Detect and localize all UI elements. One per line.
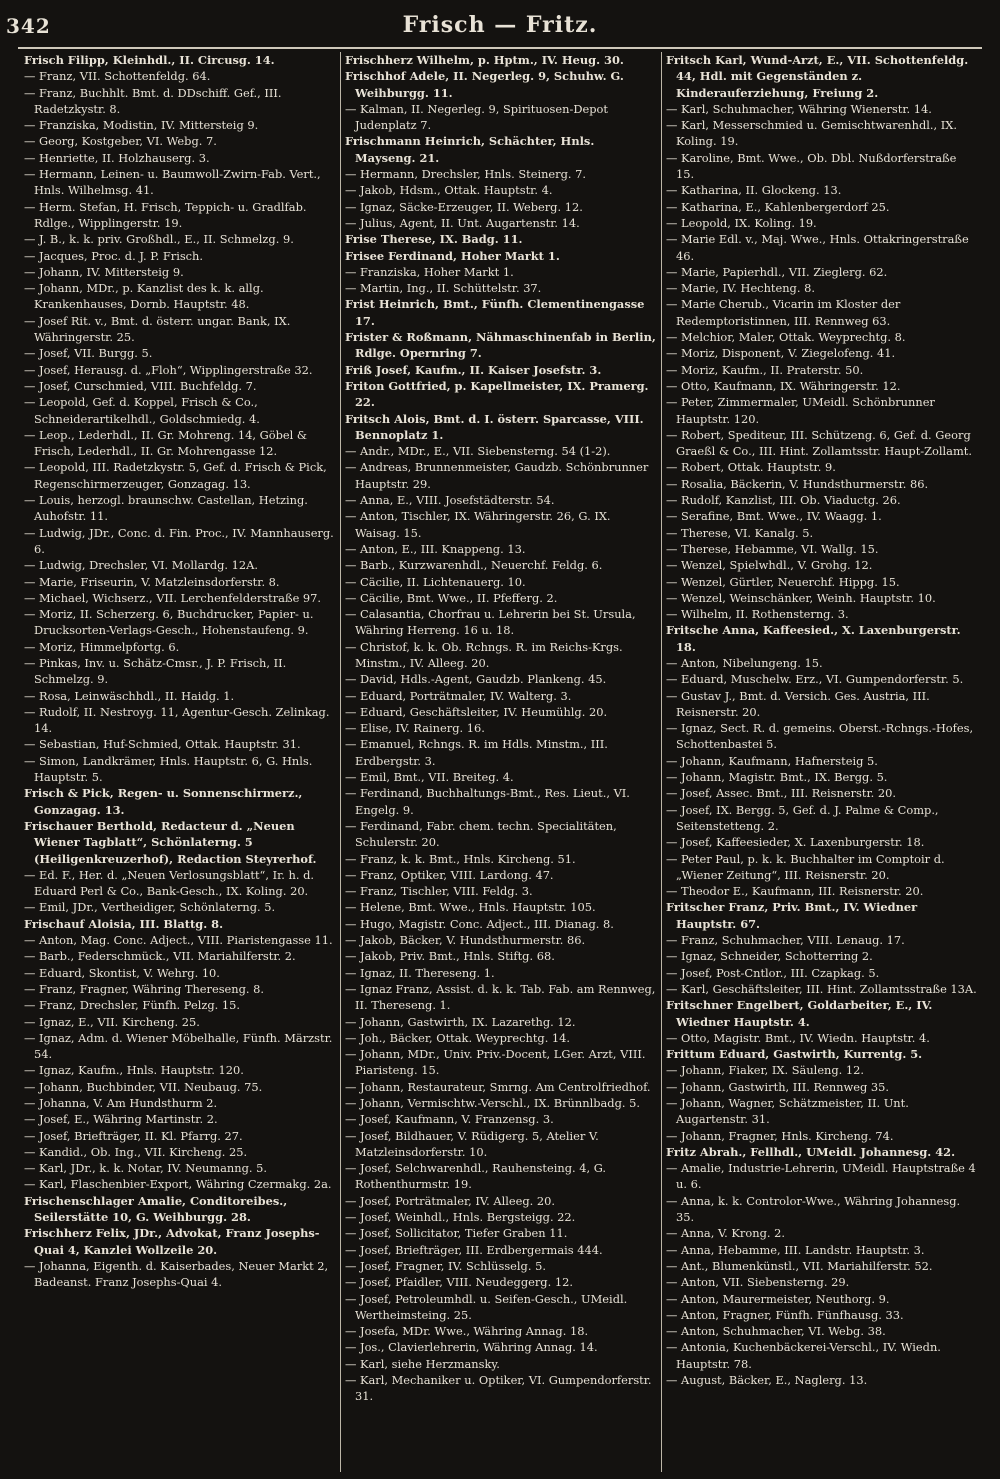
directory-entry: — Hermann, Leinen- u. Baumwoll-Zwirn-Fab. Vert., Hnls. Wilhelmsg. 41. — [24, 167, 321, 198]
directory-entry: — Ferdinand, Fabr. chem. techn. Specialitäten, Schulerstr. 20. — [345, 818, 617, 850]
directory-entry: — Cäcilie, Bmt. Wwe., II. Pfefferg. 2. — [345, 590, 558, 605]
directory-entry: — Rudolf, II. Nestroyg. 11, Agentur-Gesch. Zelinkag. 14. — [24, 704, 330, 736]
column-left — [20, 52, 340, 1472]
column-container — [20, 52, 982, 1472]
running-head: Frisch — Fritz. — [402, 12, 598, 38]
directory-entry: — Johann, IV. Mittersteig 9. — [24, 264, 184, 279]
directory-entry: — Henriette, II. Holzhauserg. 3. — [24, 150, 210, 165]
directory-entry: — Anton, Maurermeister, Neuthorg. 9. — [666, 1291, 890, 1306]
directory-entry: Frischherz Felix, JDr., Advokat, Franz Josephs-Quai 4, Kanzlei Wollzeile 20. — [24, 1226, 320, 1257]
directory-entry: — Jos., Clavierlehrerin, Währing Annag. 14. — [345, 1340, 598, 1355]
directory-entry: — Serafine, Bmt. Wwe., IV. Waagg. 1. — [666, 509, 882, 524]
directory-entry: — Josef, Curschmied, VIII. Buchfeldg. 7. — [24, 378, 257, 393]
directory-entry: — Johann, Fragner, Hnls. Kircheng. 74. — [666, 1128, 894, 1143]
directory-entry: Frischhof Adele, II. Negerleg. 9, Schuhw. G. Weihburgg. 11. — [345, 69, 624, 100]
directory-entry: — Martin, Ing., II. Schüttelstr. 37. — [345, 281, 542, 296]
directory-entry: — Ed. F., Her. d. „Neuen Verlosungsblatt“, Ir. h. d. Eduard Perl & Co., Bank-Gesch., IX. Koling. 20. — [24, 867, 315, 899]
directory-entry: — Therese, Hebamme, VI. Wallg. 15. — [666, 541, 879, 556]
directory-entry: — Leopold, IX. Koling. 19. — [666, 215, 817, 230]
directory-entry: — Michael, Wichserz., VII. Lerchenfelderstraße 97. — [24, 590, 322, 605]
directory-entry: — Karl, Messerschmied u. Gemischtwarenhdl., IX. Koling. 19. — [666, 118, 958, 149]
directory-entry: — Karl, Schuhmacher, Währing Wienerstr. 14. — [666, 101, 932, 116]
directory-entry: — Wenzel, Gürtler, Neuerchf. Hippg. 15. — [666, 574, 900, 589]
directory-entry: — Peter, Zimmermaler, UMeidl. Schönbrunner Hauptstr. 120. — [666, 395, 935, 426]
directory-entry: — August, Bäcker, E., Naglerg. 13. — [666, 1373, 868, 1388]
directory-entry: — Andr., MDr., E., VII. Siebensterng. 54 (1-2). — [345, 444, 611, 459]
directory-entry: — Karl, siehe Herzmansky. — [345, 1356, 500, 1371]
directory-entry: — Karl, Mechaniker u. Optiker, VI. Gumpendorferstr. 31. — [345, 1373, 652, 1404]
directory-entry: — Josef, IX. Bergg. 5, Gef. d. J. Palme & Comp., Seitenstetteng. 2. — [666, 802, 939, 833]
directory-entry: — Marie Cherub., Vicarin im Kloster der Redemptoristinnen, III. Rennweg 63. — [666, 297, 901, 328]
directory-entry: — Jacques, Proc. d. J. P. Frisch. — [24, 248, 204, 263]
directory-entry: — Anton, VII. Siebensterng. 29. — [666, 1275, 850, 1290]
directory-entry: — Johann, MDr., Univ. Priv.-Docent, LGer. Arzt, VIII. Piaristeng. 15. — [345, 1047, 646, 1078]
directory-entry: — Ferdinand, Buchhaltungs-Bmt., Res. Lieut., VI. Engelg. 9. — [345, 786, 630, 817]
directory-entry: Fritscher Franz, Priv. Bmt., IV. Wiedner Hauptstr. 67. — [666, 900, 918, 931]
directory-entry: — Marie, Papierhdl., VII. Zieglerg. 62. — [666, 264, 888, 279]
directory-entry: Frisch & Pick, Regen- u. Sonnenschirmerz., Gonzagag. 13. — [24, 786, 303, 817]
directory-entry: — Josef, Weinhdl., Hnls. Bergsteigg. 22. — [345, 1210, 576, 1225]
column-right — [662, 52, 982, 1472]
directory-entry: Frist Heinrich, Bmt., Fünfh. Clementinengasse 17. — [345, 297, 645, 328]
column-middle — [341, 52, 661, 1472]
directory-entry: — Kandid., Ob. Ing., VII. Kircheng. 25. — [24, 1144, 248, 1159]
directory-entry: — Leopold, III. Radetzkystr. 5, Gef. d. Frisch & Pick, Regenschirmerzeuger, Gonzagag. 13. — [24, 460, 327, 491]
directory-entry: — Josef, Bildhauer, V. Rüdigerg. 5, Atelier V. Matzleinsdorferstr. 10. — [345, 1128, 599, 1159]
directory-entry: — Louis, herzogl. braunschw. Castellan, Hetzing. Auhofstr. 11. — [24, 493, 308, 524]
directory-entry: — Christof, k. k. Ob. Rchngs. R. im Reichs-Krgs. Minstm., IV. Alleeg. 20. — [345, 639, 623, 670]
directory-entry: — Josef, Assec. Bmt., III. Reisnerstr. 20. — [666, 786, 897, 801]
directory-entry: — Josef, Pfaidler, VIII. Neudeggerg. 12. — [345, 1275, 573, 1290]
directory-entry: — Johanna, V. Am Hundsthurm 2. — [24, 1096, 218, 1110]
directory-entry: — Emil, Bmt., VII. Breiteg. 4. — [345, 770, 514, 785]
directory-entry: — Emil, JDr., Vertheidiger, Schönlaterng. 5. — [24, 900, 276, 915]
directory-entry: — Josef, Herausg. d. „Floh“, Wipplingerstraße 32. — [24, 362, 313, 377]
directory-entry: — Josef, Kaffeesieder, X. Laxenburgerstr. 18. — [666, 835, 925, 850]
directory-entry: — Josef, Porträtmaler, IV. Alleeg. 20. — [345, 1193, 555, 1208]
directory-entry: — Eduard, Muschelw. Erz., VI. Gumpendorferstr. 5. — [666, 672, 964, 687]
directory-entry: — Johann, Buchbinder, VII. Neubaug. 75. — [24, 1079, 263, 1094]
directory-entry: Frischauf Aloisia, III. Blattg. 8. — [24, 916, 224, 931]
directory-entry: Frittum Eduard, Gastwirth, Kurrentg. 5. — [666, 1047, 923, 1062]
directory-entry: — Gustav J., Bmt. d. Versich. Ges. Austria, III. Reisnerstr. 20. — [666, 688, 930, 719]
directory-entry: — Ignaz, Kaufm., Hnls. Hauptstr. 120. — [24, 1063, 244, 1078]
directory-entry: — Karoline, Bmt. Wwe., Ob. Dbl. Nußdorferstraße 15. — [666, 150, 957, 182]
directory-entry: — Johann, Gastwirth, IX. Lazarethg. 12. — [345, 1014, 576, 1029]
directory-entry: — Josef, Briefträger, III. Erdbergermais 444. — [345, 1242, 603, 1257]
page-number: 342 — [6, 14, 51, 38]
directory-entry: — Johann, Gastwirth, III. Rennweg 35. — [666, 1079, 890, 1094]
directory-entry: — Anna, k. k. Controlor-Wwe., Währing Johannesg. 35. — [666, 1193, 961, 1225]
directory-entry: — Anton, Mag. Conc. Adject., VIII. Piaristengasse 11. — [24, 933, 333, 948]
directory-entry: — David, Hdls.-Agent, Gaudzb. Plankeng. 45. — [345, 672, 607, 687]
directory-entry: — Ludwig, JDr., Conc. d. Fin. Proc., IV. Mannhauserg. 6. — [24, 525, 334, 556]
directory-entry: Frisee Ferdinand, Hoher Markt 1. — [345, 248, 560, 263]
directory-entry: — Johanna, Eigenth. d. Kaiserbades, Neuer Markt 2, Badeanst. Franz Josephs-Quai 4. — [24, 1258, 329, 1290]
directory-entry: Fritz Abrah., Fellhdl., UMeidl. Johannesg. 42. — [666, 1144, 956, 1159]
directory-entry: — Peter Paul, p. k. k. Buchhalter im Comptoir d. „Wiener Zeitung“, III. Reisnerstr. 20. — [666, 851, 945, 882]
directory-entry: — Franz, Drechsler, Fünfh. Pelzg. 15. — [24, 998, 240, 1013]
directory-entry: — Anton, E., III. Knappeng. 13. — [345, 541, 526, 556]
directory-entry: Friß Josef, Kaufm., II. Kaiser Josefstr. 3. — [345, 362, 602, 377]
directory-entry: — Ignaz, Säcke-Erzeuger, II. Weberg. 12. — [345, 199, 583, 214]
directory-entry: — Herm. Stefan, H. Frisch, Teppich- u. Gradlfab. Rdlge., Wipplingerstr. 19. — [24, 199, 307, 230]
directory-entry: — Joh., Bäcker, Ottak. Weyprechtg. 14. — [345, 1030, 571, 1045]
directory-entry: Frischenschlager Amalie, Conditoreibes., Seilerstätte 10, G. Weihburgg. 28. — [24, 1193, 288, 1225]
directory-entry: — Theodor E., Kaufmann, III. Reisnerstr. 20. — [666, 884, 924, 899]
directory-entry: — Amalie, Industrie-Lehrerin, UMeidl. Hauptstraße 4 u. 6. — [666, 1161, 976, 1192]
directory-entry: — Karl, JDr., k. k. Notar, IV. Neumanng. 5. — [24, 1161, 267, 1176]
directory-entry: — Josef, Kaufmann, V. Franzensg. 3. — [345, 1112, 554, 1127]
directory-entry: — Josef, Briefträger, II. Kl. Pfarrg. 27. — [24, 1128, 243, 1143]
directory-entry: — Julius, Agent, II. Unt. Augartenstr. 14. — [345, 215, 580, 230]
directory-entry: — Josefa, MDr. Wwe., Währing Annag. 18. — [345, 1324, 589, 1339]
directory-entry: — Melchior, Maler, Ottak. Weyprechtg. 8. — [666, 330, 906, 345]
directory-entry: — Kalman, II. Negerleg. 9, Spirituosen-Depot Judenplatz 7. — [345, 101, 608, 133]
directory-entry: — Franz, Buchhlt. Bmt. d. DDschiff. Gef., III. Radetzkystr. 8. — [24, 85, 282, 116]
directory-entry: — Jakob, Hdsm., Ottak. Hauptstr. 4. — [345, 183, 553, 198]
directory-entry: — Josef, E., Währing Martinstr. 2. — [24, 1112, 218, 1127]
directory-entry: — Eduard, Porträtmaler, IV. Walterg. 3. — [345, 688, 572, 703]
directory-entry: — Moriz, II. Scherzerg. 6, Buchdrucker, Papier- u. Drucksorten-Verlags-Gesch., Hohenstaufeng. 9. — [24, 607, 314, 638]
directory-entry: — Franz, VII. Schottenfeldg. 64. — [24, 69, 211, 84]
directory-entry: — Josef, VII. Burgg. 5. — [24, 346, 153, 361]
directory-entry: — Ignaz, E., VII. Kircheng. 25. — [24, 1014, 200, 1029]
directory-entry: — Wenzel, Spielwhdl., V. Grohg. 12. — [666, 558, 873, 573]
directory-entry: — Georg, Kostgeber, VI. Webg. 7. — [24, 134, 217, 149]
directory-entry: — Katharina, E., Kahlenbergerdorf 25. — [666, 199, 890, 214]
directory-entry: — Therese, VI. Kanalg. 5. — [666, 525, 814, 540]
directory-entry: — Franz, Fragner, Währing Thereseng. 8. — [24, 981, 265, 996]
directory-entry: — Ignaz, Schneider, Schotterring 2. — [666, 949, 873, 964]
directory-entry: — Franz, Tischler, VIII. Feldg. 3. — [345, 884, 533, 899]
directory-entry: — Robert, Ottak. Hauptstr. 9. — [666, 460, 836, 475]
directory-entry: — Anna, Hebamme, III. Landstr. Hauptstr. 3. — [666, 1242, 925, 1257]
directory-entry: — Ant., Blumenkünstl., VII. Mariahilferstr. 52. — [666, 1258, 933, 1273]
directory-entry: — Moriz, Himmelpfortg. 6. — [24, 639, 180, 654]
directory-entry: — Leopold, Gef. d. Koppel, Frisch & Co., Schneiderartikelhdl., Goldschmiedg. 4. — [24, 395, 260, 426]
directory-entry: — Johann, Kaufmann, Hafnersteig 5. — [666, 753, 878, 768]
directory-entry: — Anton, Schuhmacher, VI. Webg. 38. — [666, 1324, 886, 1339]
directory-entry: Fritsch Karl, Wund-Arzt, E., VII. Schottenfeldg. 44, Hdl. mit Gegenständen z. Kinderauferziehung, Freiung 2. — [666, 53, 969, 100]
directory-entry: Frister & Roßmann, Nähmaschinenfab in Berlin, Rdlge. Opernring 7. — [345, 330, 656, 361]
directory-entry: — Marie, IV. Hechteng. 8. — [666, 281, 815, 296]
directory-entry: — Josef Rit. v., Bmt. d. österr. ungar. Bank, IX. Währingerstr. 25. — [24, 313, 291, 345]
directory-entry: — Josef, Post-Cntlor., III. Czapkag. 5. — [666, 965, 880, 980]
directory-entry: — Franz, k. k. Bmt., Hnls. Kircheng. 51. — [345, 851, 576, 866]
directory-entry: — Josef, Fragner, IV. Schlüsselg. 5. — [345, 1258, 546, 1273]
directory-entry: — Eduard, Skontist, V. Wehrg. 10. — [24, 965, 220, 980]
directory-entry: — Robert, Spediteur, III. Schützeng. 6, Gef. d. Georg Graeßl & Co., III. Hint. Zollamtsstr. Haupt-Zollamt. — [666, 427, 972, 459]
directory-entry: — Anton, Fragner, Fünfh. Fünfhausg. 33. — [666, 1307, 904, 1322]
directory-entry: — Ignaz Franz, Assist. d. k. k. Tab. Fab. am Rennweg, II. Thereseng. 1. — [345, 981, 656, 1013]
directory-entry: — Marie, Friseurin, V. Matzleinsdorferstr. 8. — [24, 574, 280, 589]
directory-entry: — Leop., Lederhdl., II. Gr. Mohreng. 14, Göbel & Frisch, Lederhdl., II. Gr. Mohrengasse 12. — [24, 427, 308, 459]
directory-entry: — Helene, Bmt. Wwe., Hnls. Hauptstr. 105. — [345, 900, 596, 915]
directory-entry: — Barb., Kurzwarenhdl., Neuerchf. Feldg. 6. — [345, 558, 603, 573]
directory-entry: Frise Therese, IX. Badg. 11. — [345, 232, 523, 247]
directory-entry: — Katharina, II. Glockeng. 13. — [666, 183, 842, 198]
directory-entry: — Franz, Schuhmacher, VIII. Lenaug. 17. — [666, 933, 905, 948]
directory-entry: — Barb., Federschmück., VII. Mariahilferstr. 2. — [24, 949, 296, 964]
directory-entry: — Josef, Selchwarenhdl., Rauhensteing. 4, G. Rothenthurmstr. 19. — [345, 1161, 607, 1192]
directory-entry: — Ludwig, Drechsler, VI. Mollardg. 12A. — [24, 558, 259, 573]
header-rule — [18, 47, 982, 49]
directory-entry: — Anton, Tischler, IX. Währingerstr. 26, G. IX. Waisag. 15. — [345, 509, 611, 540]
directory-entry: — Johann, Vermischtw.-Verschl., IX. Brünnlbadg. 5. — [345, 1096, 640, 1110]
directory-entry: — Johann, MDr., p. Kanzlist des k. k. allg. Krankenhauses, Dornb. Hauptstr. 48. — [24, 281, 264, 312]
directory-entry: — Moriz, Kaufm., II. Praterstr. 50. — [666, 362, 864, 377]
directory-entry: — Calasantia, Chorfrau u. Lehrerin bei St. Ursula, Währing Herreng. 16 u. 18. — [345, 607, 636, 638]
directory-entry: Frischherz Wilhelm, p. Hptm., IV. Heug. 30. — [345, 53, 624, 67]
directory-entry: — Otto, Magistr. Bmt., IV. Wiedn. Hauptstr. 4. — [666, 1030, 930, 1045]
directory-entry: — Pinkas, Inv. u. Schätz-Cmsr., J. P. Frisch, II. Schmelzg. 9. — [24, 655, 287, 687]
directory-entry: — Marie Edl. v., Maj. Wwe., Hnls. Ottakringerstraße 46. — [666, 232, 969, 263]
directory-entry: — Josef, Petroleumhdl. u. Seifen-Gesch., UMeidl. Wertheimsteing. 25. — [345, 1291, 628, 1322]
directory-entry: — Ignaz, Adm. d. Wiener Möbelhalle, Fünfh. Märzstr. 54. — [24, 1030, 333, 1062]
directory-entry: — Otto, Kaufmann, IX. Währingerstr. 12. — [666, 378, 901, 393]
directory-entry: — Franziska, Hoher Markt 1. — [345, 264, 514, 279]
directory-entry: — Karl, Flaschenbier-Export, Währing Czermakg. 2a. — [24, 1177, 332, 1192]
directory-entry: — Antonia, Kuchenbäckerei-Verschl., IV. Wiedn. Hauptstr. 78. — [666, 1340, 941, 1371]
directory-entry: — Ignaz, Sect. R. d. gemeins. Oberst.-Rchngs.-Hofes, Schottenbastei 5. — [666, 721, 974, 752]
directory-entry: — Anna, V. Krong. 2. — [666, 1226, 785, 1241]
directory-entry: Frischauer Berthold, Redacteur d. „Neuen Wiener Tagblatt“, Schönlaterng. 5 (Heiligenkreuzerhof), Redaction Steyrerhof. — [24, 818, 317, 866]
directory-entry: — Ignaz, II. Thereseng. 1. — [345, 965, 495, 980]
directory-entry: — Wilhelm, II. Rothensterng. 3. — [666, 607, 849, 622]
directory-entry: Fritsch Alois, Bmt. d. I. österr. Sparcasse, VIII. Bennoplatz 1. — [345, 411, 644, 442]
directory-entry: — Johann, Restaurateur, Smrng. Am Centrolfriedhof. — [345, 1079, 651, 1094]
directory-entry: — Rosa, Leinwäschhdl., II. Haidg. 1. — [24, 688, 235, 703]
directory-entry: — Franziska, Modistin, IV. Mittersteig 9. — [24, 118, 259, 133]
directory-entry: — Johann, Wagner, Schätzmeister, II. Unt. Augartenstr. 31. — [666, 1096, 909, 1127]
directory-entry: — Johann, Magistr. Bmt., IX. Bergg. 5. — [666, 770, 888, 785]
directory-entry: — Emanuel, Rchngs. R. im Hdls. Minstm., III. Erdbergstr. 3. — [345, 737, 608, 768]
directory-entry: — Anton, Nibelungeng. 15. — [666, 655, 823, 670]
directory-entry: Fritsche Anna, Kaffeesied., X. Laxenburgerstr. 18. — [666, 623, 961, 654]
directory-entry: — Hermann, Drechsler, Hnls. Steinerg. 7. — [345, 167, 587, 182]
directory-entry: — J. B., k. k. priv. Großhdl., E., II. Schmelzg. 9. — [24, 232, 294, 247]
directory-entry: — Josef, Sollicitator, Tiefer Graben 11. — [345, 1226, 568, 1241]
directory-entry: — Elise, IV. Rainerg. 16. — [345, 721, 485, 736]
directory-entry: — Moriz, Disponent, V. Ziegelofeng. 41. — [666, 346, 896, 361]
page-header — [0, 0, 1000, 48]
directory-entry: — Hugo, Magistr. Conc. Adject., III. Dianag. 8. — [345, 916, 614, 931]
directory-entry: — Rudolf, Kanzlist, III. Ob. Viaductg. 26. — [666, 493, 901, 508]
directory-entry: — Wenzel, Weinschänker, Weinh. Hauptstr. 10. — [666, 590, 936, 605]
directory-entry: — Simon, Landkrämer, Hnls. Hauptstr. 6, G. Hnls. Hauptstr. 5. — [24, 753, 313, 785]
directory-entry: — Anna, E., VIII. Josefstädterstr. 54. — [345, 493, 555, 508]
directory-entry: — Johann, Fiaker, IX. Säuleng. 12. — [666, 1063, 865, 1078]
directory-entry: — Eduard, Geschäftsleiter, IV. Heumühlg. 20. — [345, 704, 608, 719]
directory-entry: Friton Gottfried, p. Kapellmeister, IX. Pramerg. 22. — [345, 378, 649, 410]
directory-entry: — Karl, Geschäftsleiter, III. Hint. Zollamtsstraße 13A. — [666, 981, 977, 996]
directory-entry: — Andreas, Brunnenmeister, Gaudzb. Schönbrunner Hauptstr. 29. — [345, 460, 649, 491]
directory-entry: — Cäcilie, II. Lichtenauerg. 10. — [345, 574, 526, 589]
directory-entry: — Rosalia, Bäckerin, V. Hundsthurmerstr. 86. — [666, 476, 929, 491]
directory-entry: Fritschner Engelbert, Goldarbeiter, E., IV. Wiedner Hauptstr. 4. — [666, 998, 933, 1029]
directory-entry: — Franz, Optiker, VIII. Lardong. 47. — [345, 867, 554, 882]
directory-entry: — Jakob, Priv. Bmt., Hnls. Stiftg. 68. — [345, 949, 555, 964]
directory-entry: Frischmann Heinrich, Schächter, Hnls. Mayseng. 21. — [345, 134, 595, 165]
directory-entry: — Jakob, Bäcker, V. Hundsthurmerstr. 86. — [345, 933, 586, 948]
directory-entry: Frisch Filipp, Kleinhdl., II. Circusg. 14. — [24, 53, 275, 67]
directory-entry: — Sebastian, Huf-Schmied, Ottak. Hauptstr. 31. — [24, 737, 301, 752]
